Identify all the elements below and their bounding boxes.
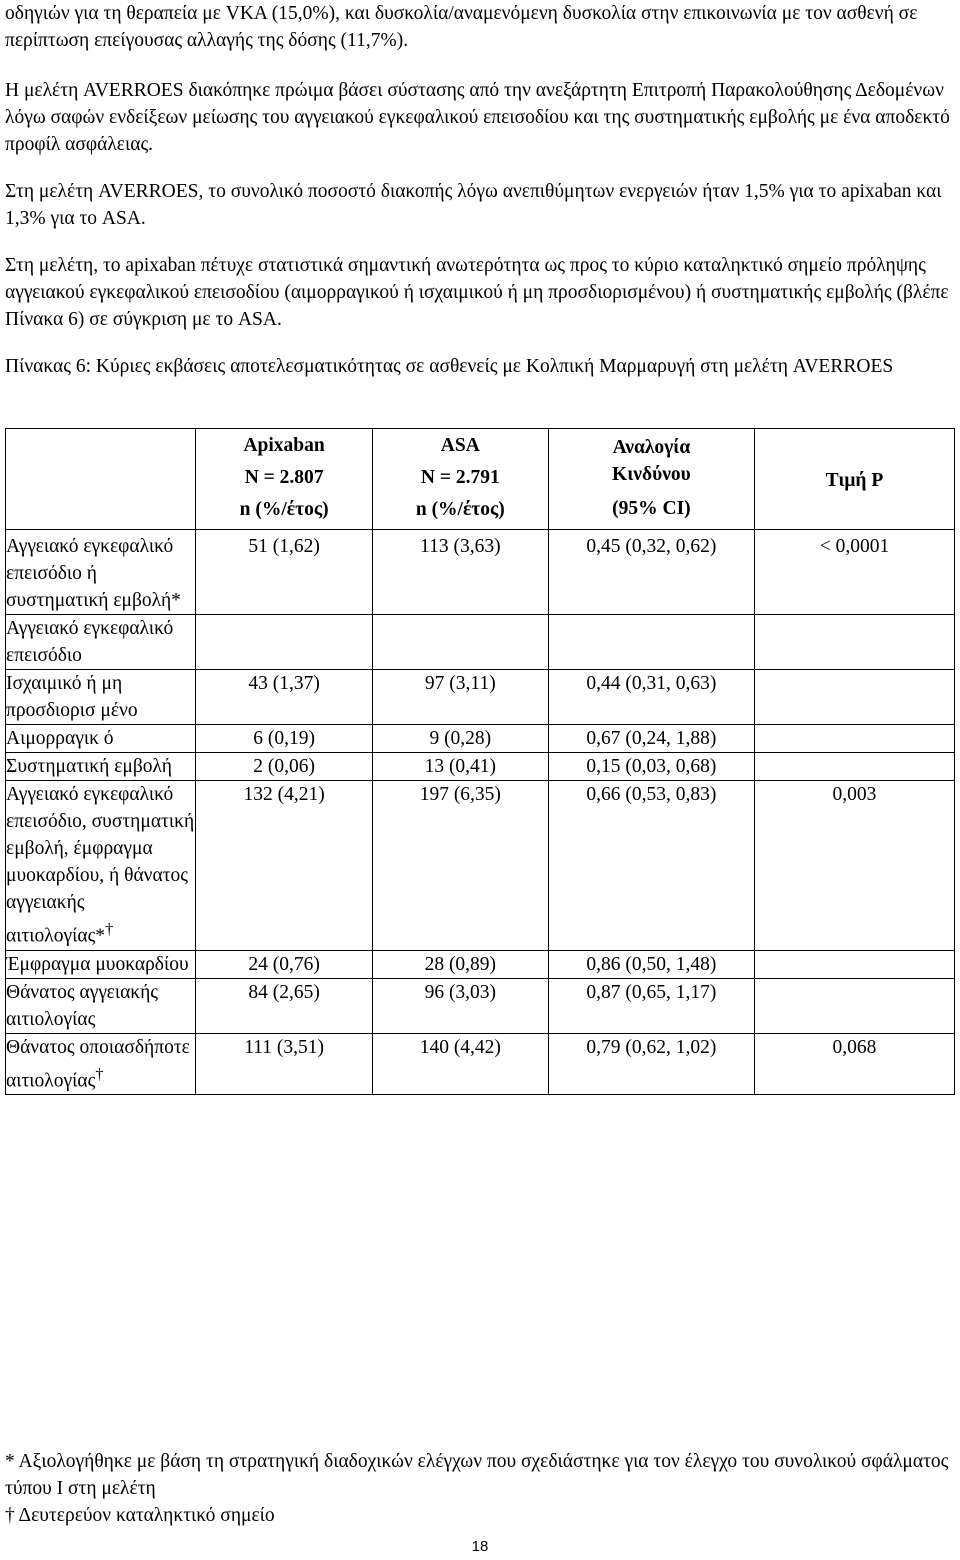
cell-apixaban: 132 (4,21): [196, 781, 372, 951]
header-asa-line3: n (%/έτος): [415, 499, 505, 520]
cell-p-value: 0,003: [754, 781, 954, 951]
cell-asa: 197 (6,35): [372, 781, 548, 951]
cell-p-value: [754, 978, 954, 1033]
header-apixaban-line2: N = 2.807: [244, 467, 324, 488]
row-label-text: Αιμορραγικ ό: [6, 728, 114, 749]
header-apixaban-line1: Apixaban: [243, 435, 325, 456]
cell-apixaban: 84 (2,65): [196, 978, 372, 1033]
cell-hazard-ratio: 0,86 (0,50, 1,48): [548, 950, 754, 978]
header-hr-line2: Κινδύνου: [612, 464, 691, 485]
cell-apixaban: [196, 615, 372, 670]
cell-apixaban: 6 (0,19): [196, 725, 372, 753]
paragraph-1: οδηγιών για τη θεραπεία με VKA (15,0%), και δυσκολία/αναμενόμενη δυσκολία στην επικοινωνία με τον ασθενή σε περίπτωση επείγουσας αλλαγής της δόσης (11,7%).: [5, 3, 918, 51]
table-caption-text: : Κύριες εκβάσεις αποτελεσματικότητας σε ασθενείς με Κολπική Μαρμαρυγή στη μελέτη AVERROES: [85, 356, 894, 377]
footnote-asterisk: * Αξιολογήθηκε με βάση τη στρατηγική διαδοχικών ελέγχων που σχεδιάστηκε για τον έλεγχο του συνολικού σφάλματος τύπου Ι στη μελέτη: [5, 1451, 949, 1499]
row-label: [6, 1033, 196, 1095]
row-label-text: Ισχαιμικό ή μη προσδιορισ μένο: [6, 673, 138, 721]
cell-p-value: [754, 615, 954, 670]
dagger-mark: †: [95, 1064, 104, 1083]
cell-hazard-ratio: 0,87 (0,65, 1,17): [548, 978, 754, 1033]
cell-hazard-ratio: 0,66 (0,53, 0,83): [548, 781, 754, 951]
cell-asa: 13 (0,41): [372, 753, 548, 781]
cell-hazard-ratio: [548, 615, 754, 670]
cell-hazard-ratio: 0,44 (0,31, 0,63): [548, 670, 754, 725]
cell-hazard-ratio: 0,45 (0,32, 0,62): [548, 530, 754, 615]
header-apixaban-line3: n (%/έτος): [239, 499, 329, 520]
row-label: [6, 753, 196, 781]
cell-asa: 9 (0,28): [372, 725, 548, 753]
row-label-text: Συστηματική εμβολή: [6, 756, 172, 777]
header-hazard-ratio: [548, 429, 754, 530]
row-label-text: Αγγειακό εγκεφαλικό επεισόδιο: [6, 618, 174, 666]
cell-hazard-ratio: 0,67 (0,24, 1,88): [548, 725, 754, 753]
cell-p-value: [754, 725, 954, 753]
cell-p-value: [754, 950, 954, 978]
cell-apixaban: 43 (1,37): [196, 670, 372, 725]
table-row: [6, 978, 955, 1033]
table-row: [6, 950, 955, 978]
table-header-row: [6, 429, 955, 530]
cell-p-value: < 0,0001: [754, 530, 954, 615]
cell-apixaban: 24 (0,76): [196, 950, 372, 978]
table-caption: [5, 353, 955, 380]
header-asa: [372, 429, 548, 530]
table-row: [6, 753, 955, 781]
row-label-text: Θάνατος οποιασδήποτε αιτιολογίας: [6, 1036, 190, 1091]
row-label-text: Έμφραγμα μυοκαρδίου: [6, 953, 189, 975]
row-label: [6, 670, 196, 725]
cell-apixaban: 2 (0,06): [196, 753, 372, 781]
row-label-text: Θάνατος αγγειακής αιτιολογίας: [6, 981, 159, 1030]
header-apixaban: [196, 429, 372, 530]
table-footnotes: [5, 1448, 955, 1529]
cell-asa: 28 (0,89): [372, 950, 548, 978]
row-label: [6, 950, 196, 978]
cell-hazard-ratio: 0,79 (0,62, 1,02): [548, 1033, 754, 1095]
table-row: [6, 781, 955, 951]
paragraph-4: Στη μελέτη, το apixaban πέτυχε στατιστικά σημαντική ανωτερότητα ως προς το κύριο καταληκτικό σημείο πρόληψης αγγειακού εγκεφαλικού επεισοδίου (αιμορραγικού ή ισχαιμικού ή μη προσδιορισμένου) ή συστηματικής εμβολής (βλέπε Πίνακα 6) σε σύγκριση με το ASA.: [5, 255, 949, 330]
header-hr-line3: (95% CI): [612, 498, 691, 519]
row-label: [6, 615, 196, 670]
row-label: [6, 725, 196, 753]
header-asa-line1: ASA: [440, 435, 480, 456]
table-row: [6, 670, 955, 725]
header-empty-cell: [6, 429, 196, 530]
cell-p-value: [754, 753, 954, 781]
header-hr-line1: Αναλογία: [612, 437, 691, 458]
row-label: [6, 530, 196, 615]
cell-apixaban: 51 (1,62): [196, 530, 372, 615]
table-row: [6, 1033, 955, 1095]
row-label: [6, 978, 196, 1033]
table-row: [6, 725, 955, 753]
paragraph-2: Η μελέτη AVERROES διακόπηκε πρώιμα βάσει σύστασης από την ανεξάρτητη Επιτροπή Παρακολούθησης Δεδομένων λόγω σαφών ενδείξεων μείωσης του αγγειακού εγκεφαλικού επεισοδίου και της συστηματικής εμβολής με ένα αποδεκτό προφίλ ασφάλειας.: [5, 80, 950, 155]
cell-asa: 96 (3,03): [372, 978, 548, 1033]
efficacy-table: [5, 428, 955, 1095]
table-caption-label: Πίνακας 6: [5, 356, 86, 377]
paragraph-3: Στη μελέτη AVERROES, το συνολικό ποσοστό διακοπής λόγω ανεπιθύμητων ενεργειών ήταν 1,5% για το apixaban και 1,3% για το ASA.: [5, 181, 942, 229]
footnote-dagger: † Δευτερεύον καταληκτικό σημείο: [5, 1505, 275, 1526]
cell-p-value: [754, 670, 954, 725]
cell-hazard-ratio: 0,15 (0,03, 0,68): [548, 753, 754, 781]
page-number: 18: [471, 1538, 489, 1555]
cell-asa: 97 (3,11): [372, 670, 548, 725]
header-p-value: [754, 429, 954, 530]
cell-asa: 140 (4,42): [372, 1033, 548, 1095]
row-label: [6, 781, 196, 951]
row-label-text: Αγγειακό εγκεφαλικό επεισόδιο ή συστηματική εμβολή*: [6, 536, 181, 611]
cell-asa: 113 (3,63): [372, 530, 548, 615]
cell-apixaban: 111 (3,51): [196, 1033, 372, 1095]
dagger-mark: †: [105, 920, 114, 938]
cell-asa: [372, 615, 548, 670]
header-asa-line2: N = 2.791: [420, 467, 500, 488]
header-p-line: Τιμή P: [825, 470, 884, 491]
cell-p-value: 0,068: [754, 1033, 954, 1095]
document-page: [5, 0, 955, 1526]
table-row: [6, 530, 955, 615]
table-row: [6, 615, 955, 670]
row-label-text: Αγγειακό εγκεφαλικό επεισόδιο, συστηματική εμβολή, έμφραγμα μυοκαρδίου, ή θάνατος αγγειακής αιτιολογίας*: [6, 784, 195, 947]
